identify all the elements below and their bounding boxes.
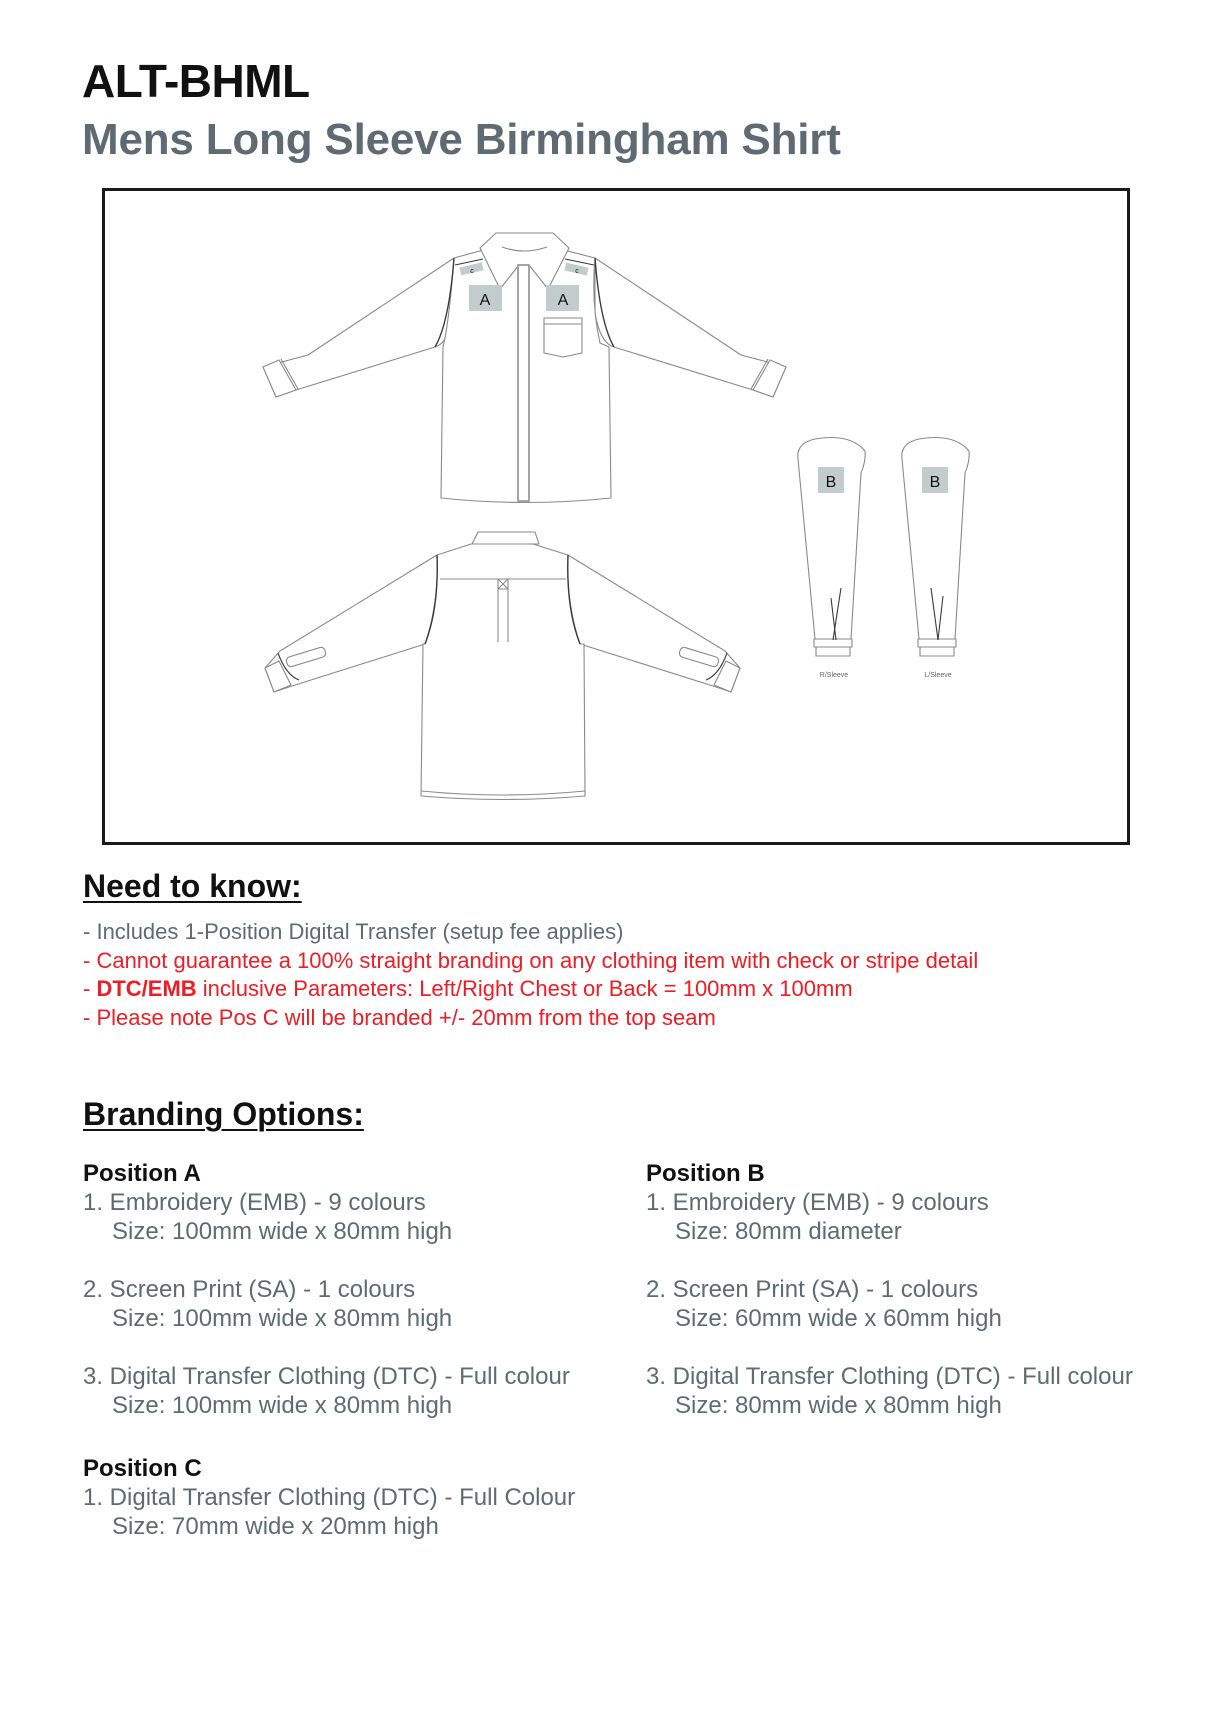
option-size: Size: 100mm wide x 80mm high <box>112 1392 453 1419</box>
option-size: Size: 60mm wide x 60mm high <box>675 1305 1002 1332</box>
option-size: Size: 80mm diameter <box>675 1218 902 1245</box>
option-method: 1. Embroidery (EMB) - 9 colours <box>646 1189 989 1216</box>
branding-option <box>646 1275 1133 1333</box>
position-a-title: Position A <box>83 1160 201 1187</box>
branding-option <box>83 1362 570 1420</box>
branding-option <box>83 1188 570 1246</box>
option-size: Size: 70mm wide x 20mm high <box>112 1513 439 1540</box>
shirt-technical-drawing <box>105 191 1127 842</box>
option-size: Size: 100mm wide x 80mm high <box>112 1218 453 1245</box>
front-left-sleeve <box>263 258 454 397</box>
need-to-know-heading: Need to know: <box>83 868 302 904</box>
option-method: 1. Digital Transfer Clothing (DTC) - Full Colour <box>83 1484 576 1511</box>
position-c-section <box>83 1455 575 1570</box>
position-b-section <box>646 1160 1133 1449</box>
left-sleeve-caption: L/Sleeve <box>924 672 952 679</box>
back-left-sleeve <box>265 555 439 692</box>
branding-option <box>83 1483 575 1541</box>
position-c-title: Position C <box>83 1455 202 1482</box>
option-size: Size: 80mm wide x 80mm high <box>675 1392 1002 1419</box>
back-right-sleeve <box>566 555 740 692</box>
option-method: 3. Digital Transfer Clothing (DTC) - Full colour <box>646 1363 1133 1390</box>
product-name: Mens Long Sleeve Birmingham Shirt <box>82 115 841 164</box>
position-b-title: Position B <box>646 1160 765 1187</box>
position-a-label-right: A <box>557 292 569 309</box>
need-to-know-item: - Please note Pos C will be branded +/- 20mm from the top seam <box>83 1004 716 1030</box>
branding-options-heading: Branding Options: <box>83 1096 364 1132</box>
back-collar <box>472 532 539 544</box>
position-b-label-right: B <box>825 474 837 491</box>
shirt-front-view <box>263 233 786 503</box>
shirt-back-view <box>265 532 740 800</box>
need-to-know-item: - Includes 1-Position Digital Transfer (setup fee applies) <box>83 919 624 944</box>
dtc-emb-emphasis: DTC/EMB <box>96 976 197 1001</box>
right-sleeve-caption: R/Sleeve <box>819 672 849 679</box>
front-right-sleeve <box>595 258 786 397</box>
front-placket <box>518 265 529 501</box>
option-size: Size: 100mm wide x 80mm high <box>112 1305 453 1332</box>
position-a-section <box>83 1160 570 1449</box>
option-method: 1. Embroidery (EMB) - 9 colours <box>83 1189 426 1216</box>
option-method: 2. Screen Print (SA) - 1 colours <box>646 1276 979 1303</box>
need-to-know-list <box>83 918 978 1032</box>
position-c-label-right: c <box>575 268 579 275</box>
branding-option <box>646 1362 1133 1420</box>
option-method: 3. Digital Transfer Clothing (DTC) - Full colour <box>83 1363 570 1390</box>
position-c-label-left: c <box>470 268 474 275</box>
need-to-know-item: - Cannot guarantee a 100% straight branding on any clothing item with check or stripe detail <box>83 947 979 973</box>
branding-option <box>83 1275 570 1333</box>
sleeve-detail-views <box>798 438 969 657</box>
position-a-label-left: A <box>479 292 491 309</box>
position-b-label-left: B <box>929 474 941 491</box>
garment-diagram <box>102 188 1130 845</box>
option-method: 2. Screen Print (SA) - 1 colours <box>83 1276 416 1303</box>
need-to-know-item: - DTC/EMB inclusive Parameters: Left/Right Chest or Back = 100mm x 100mm <box>83 976 853 1001</box>
branding-option <box>646 1188 1133 1246</box>
product-code: ALT-BHML <box>82 55 310 107</box>
